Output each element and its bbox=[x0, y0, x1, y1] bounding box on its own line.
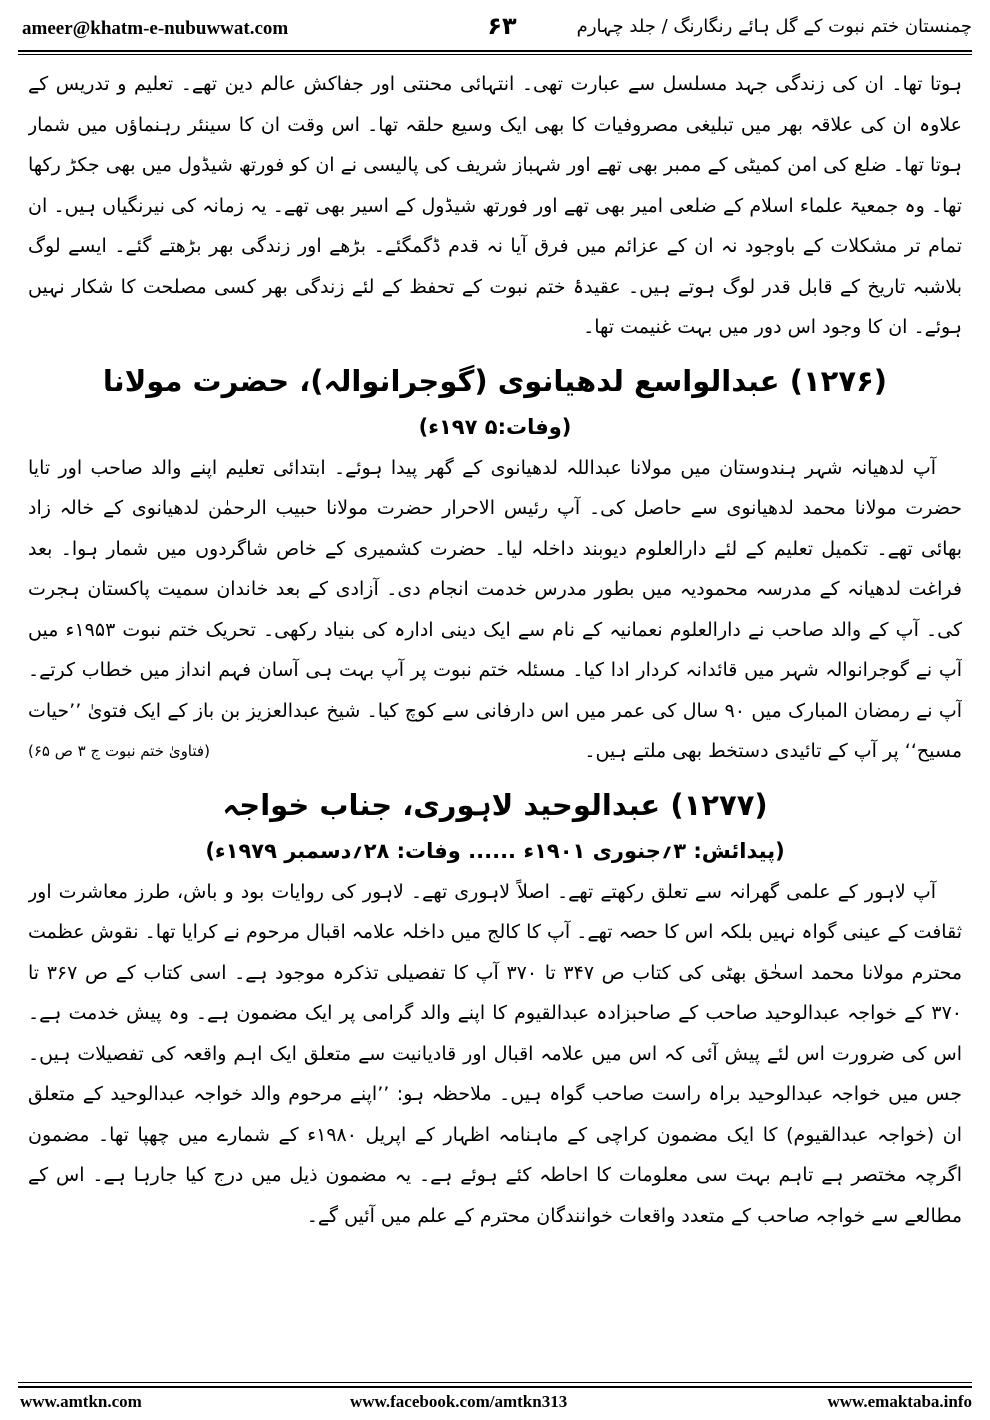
page-footer bbox=[20, 1390, 972, 1416]
footer-divider bbox=[18, 1386, 972, 1388]
footer-divider-thin bbox=[18, 1382, 972, 1383]
section-reference-1276: (فتاویٰ ختم نبوت ج ۳ ص ۶۵) bbox=[28, 742, 210, 760]
section-body-1277: آپ لاہور کے علمی گھرانہ سے تعلق رکھتے تھے۔ اصلاً لاہوری تھے۔ لاہور کی روایات بود و باش، طرز معاشرت اور ثقافت کے عینی گواہ نہیں بلکہ اس کا حصہ تھے۔ آپ کا کالج میں داخلہ علامہ اقبال مرحوم نے کرایا تھا۔ نقوش عظمت محترم مولانا محمد اسحٰق بھٹی کی کتاب ص ۳۴۷ تا ۳۷۰ آپ کا تفصیلی تذکرہ موجود ہے۔ اسی کتاب کے ص ۳۶۷ تا ۳۷۰ کے خواجہ عبدالوحید صاحب کے صاحبزادہ عبدالقیوم کا اپنے والد گرامی پر ایک مضمون ہے۔ وہ پیش خدمت ہے۔ اس کی ضرورت اس لئے پیش آئی کہ اس میں علامہ اقبال اور قادیانیت سے متعلق ایک اہم واقعہ کی تفصیلات ہیں۔ جس میں خواجہ عبدالوحید براہ راست صاحب گواہ ہیں۔ ملاحظہ ہو: ’’اپنے مرحوم والد خواجہ عبدالوحید کے متعلق ان (خواجہ عبدالقیوم) کا ایک مضمون کراچی کے ماہنامہ اظہار کے اپریل ۱۹۸۰ء کے شمارے میں چھپا تھا۔ مضمون اگرچہ مختصر ہے تاہم بہت سی معلومات کا احاطہ کئے ہوئے ہے۔ یہ مضمون ذیل میں درج کیا جارہا ہے۔ اس کے مطالعے سے خواجہ صاحب کے متعدد واقعات خوانندگان محترم کے علم میں آئیں گے۔ bbox=[28, 880, 962, 1227]
page-content bbox=[28, 64, 962, 1376]
footer-link-facebook[interactable]: www.facebook.com/amtkn313 bbox=[350, 1392, 568, 1411]
header-email[interactable]: ameer@khatm-e-nubuwwat.com bbox=[22, 18, 289, 39]
header-divider bbox=[18, 50, 972, 52]
page-header bbox=[22, 12, 972, 48]
section-heading-1276: (۱۲۷۶) عبدالواسع لدھیانوی (گوجرانوالہ)، حضرت مولانا bbox=[102, 363, 888, 398]
book-title: چمنستان ختم نبوت کے گل ہائے رنگارنگ / جلد چہارم bbox=[576, 16, 972, 37]
intro-paragraph: ہوتا تھا۔ ان کی زندگی جہد مسلسل سے عبارت تھی۔ انتہائی محنتی اور جفاکش عالم دین تھے۔ تعلیم و تدریس کے علاوہ ان کی علاقہ بھر میں تبلیغی مصروفیات کا بھی ایک وسیع حلقہ تھا۔ اس وقت ان کا سینئر رہنماؤں میں شمار ہوتا تھا۔ ضلع کی امن کمیٹی کے ممبر بھی تھے اور شہباز شریف کی پالیسی نے ان کو فورتھ شیڈول میں بھی جکڑ رکھا تھا۔ وہ جمعیۃ علماء اسلام کے ضلعی امیر بھی تھے اور فورتھ شیڈول کے اسیر بھی تھے۔ یہ زمانہ کی نیرنگیاں ہیں۔ ان تمام تر مشکلات کے باوجود نہ ان کے عزائم میں فرق آیا نہ قدم ڈگمگئے۔ بڑھے اور زندگی بھر بڑھتے گئے۔ ایسے لوگ بلاشبہ تاریخ کے قابل قدر لوگ ہوتے ہیں۔ عقیدۂ ختم نبوت کے تحفظ کے لئے زندگی بھر کسی مصلحت کا شکار نہیں ہوئے۔ ان کا وجود اس دور میں بہت غنیمت تھا۔ bbox=[28, 73, 962, 338]
section-body-1276 bbox=[28, 448, 962, 772]
section-dates-1277: (پیدائش: ۳؍جنوری ۱۹۰۱ء ...... وفات: ۲۸؍دسمبر ۱۹۷۹ء) bbox=[205, 838, 785, 863]
footer-link-amtkn[interactable]: www.amtkn.com bbox=[20, 1392, 142, 1411]
page-number: ۶۳ bbox=[487, 12, 517, 40]
section-heading-1277: (۱۲۷۷) عبدالوحید لاہوری، جناب خواجہ bbox=[222, 787, 768, 822]
footer-link-emaktaba[interactable]: www.emaktaba.info bbox=[827, 1392, 972, 1411]
section-dates-1276: (وفات:۵ ۱۹۷ء) bbox=[418, 414, 572, 439]
section-text-1276: آپ لدھیانہ شہر ہندوستان میں مولانا عبداللہ لدھیانوی کے گھر پیدا ہوئے۔ ابتدائی تعلیم اپنے والد صاحب اور تایا حضرت مولانا محمد لدھیانوی سے حاصل کی۔ آپ رئیس الاحرار حضرت مولانا حبیب الرحمٰن لدھیانوی کے خالہ زاد بھائی تھے۔ تکمیل تعلیم کے لئے دارالعلوم دیوبند داخلہ لیا۔ حضرت کشمیری کے خاص شاگردوں میں شمار ہوا۔ بعد فراغت لدھیانہ کے مدرسہ محمودیہ میں بطور مدرس خدمت انجام دی۔ آزادی کے بعد خاندان سمیت پاکستان ہجرت کی۔ آپ کے والد صاحب نے دارالعلوم نعمانیہ کے نام سے ایک دینی ادارہ کی بنیاد رکھی۔ تحریک ختم نبوت ۱۹۵۳ء میں آپ نے گوجرانوالہ شہر میں قائدانہ کردار ادا کیا۔ مسئلہ ختم نبوت پر آپ بہت ہی آسان فہم انداز میں خطاب کرتے۔ آپ نے رمضان المبارک میں ۹۰ سال کی عمر میں اس دارفانی سے کوچ کیا۔ شیخ عبدالعزیز بن باز کے ایک فتویٰ ’’حیات مسیح‘‘ پر آپ کے تائیدی دستخط بھی ملتے ہیں۔ bbox=[28, 456, 962, 762]
header-divider-thin bbox=[18, 54, 972, 55]
